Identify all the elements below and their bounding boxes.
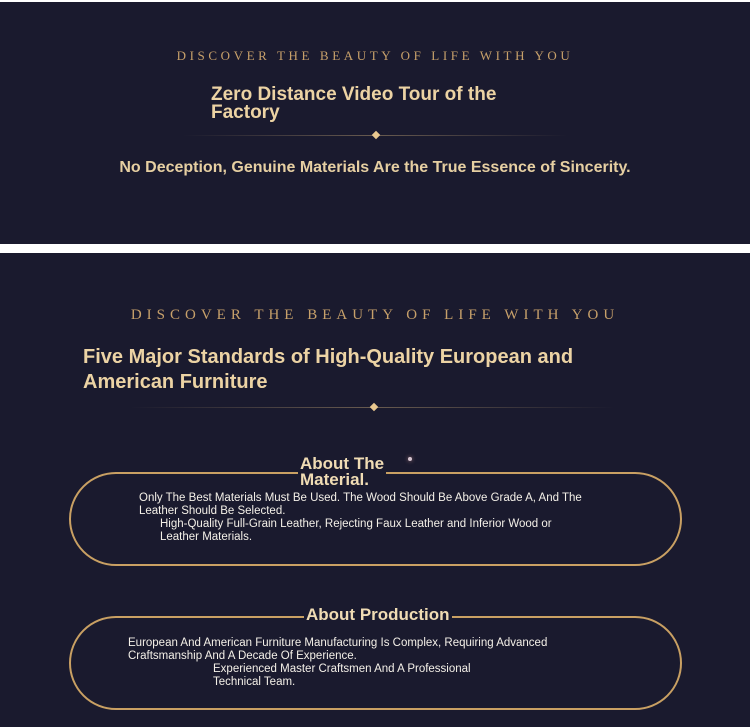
material-card-title-line2: Material.: [300, 470, 369, 489]
material-text-line3: High-Quality Full-Grain Leather, Rejecting Faux Leather and Inferior Wood or: [160, 518, 552, 530]
production-text-line3: Experienced Master Craftsmen And A Professional: [213, 663, 471, 675]
section-subtitle: No Deception, Genuine Materials Are the True Essence of Sincerity.: [119, 159, 631, 176]
material-card-title-line1: About The: [300, 454, 385, 473]
section-title: [83, 345, 573, 395]
material-text-line1: Only The Best Materials Must Be Used. The Wood Should Be Above Grade A, And The: [139, 492, 582, 504]
production-text-line2: Craftsmanship And A Decade Of Experience.: [128, 650, 357, 662]
material-card-title: [298, 456, 386, 488]
section-title-line1: Zero Distance Video Tour of the: [211, 84, 497, 105]
material-text-line2: Leather Should Be Selected.: [139, 505, 286, 517]
factory-tour-section: [0, 2, 750, 244]
sparkle-icon: [408, 457, 412, 461]
section-title-line2: Factory: [211, 102, 280, 123]
section-title-line2: American Furniture: [83, 371, 268, 393]
section-title-line1: Five Major Standards of High-Quality European and: [83, 346, 574, 368]
production-text-line4: Technical Team.: [213, 676, 296, 688]
material-card-text: [139, 492, 582, 544]
section-kicker: DISCOVER THE BEAUTY OF LIFE WITH YOU: [176, 48, 574, 63]
production-card-title: About Production: [306, 605, 450, 624]
diamond-ornament-icon: [372, 131, 380, 139]
production-card-text: [128, 637, 547, 689]
standards-section: [0, 253, 750, 727]
section-kicker: DISCOVER THE BEAUTY OF LIFE WITH YOU: [130, 307, 620, 323]
production-text-line1: European And American Furniture Manufacturing Is Complex, Requiring Advanced: [128, 637, 548, 649]
material-text-line4: Leather Materials.: [160, 531, 253, 543]
diamond-ornament-icon: [370, 403, 378, 411]
section-title: [211, 86, 496, 122]
